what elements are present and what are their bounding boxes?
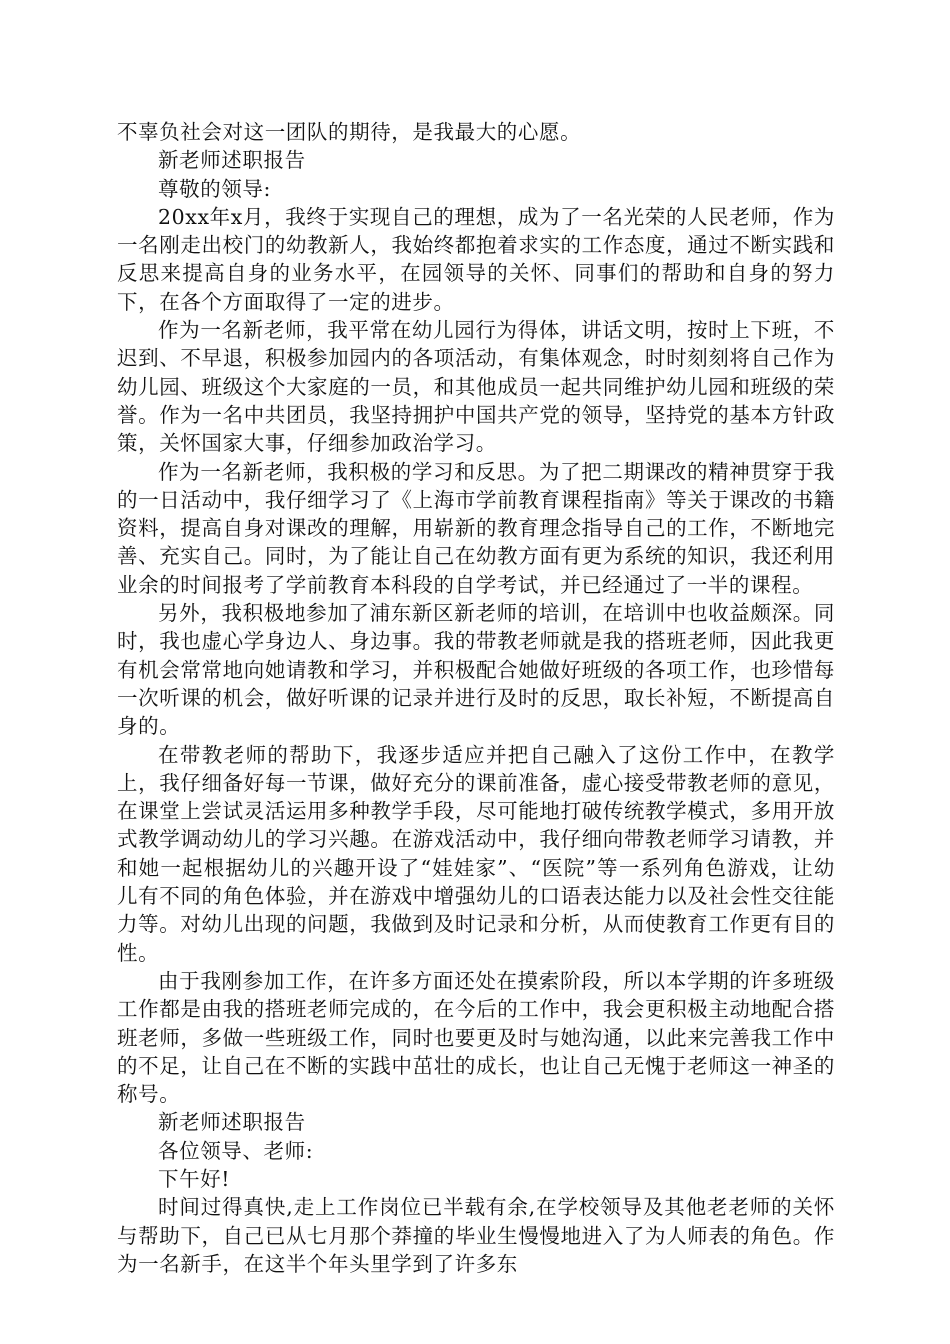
body-paragraph: 作为一名新老师，我积极的学习和反思。为了把二期课改的精神贯穿于我的一日活动中，我仔细学习了《上海市学前教育课程指南》等关于课改的书籍资料，提高自身对课改的理解，用崭新的教育理念指导自己的工作，不断地完善、充实自己。同时，为了能让自己在幼教方面有更为系统的知识，我还利用业余的时间报考了学前教育本科段的自学考试，并已经通过了一半的课程。 bbox=[117, 459, 835, 597]
section-heading: 新老师述职报告 bbox=[158, 1110, 306, 1135]
body-paragraph: 在带教老师的帮助下，我逐步适应并把自己融入了这份工作中，在教学上，我仔细备好每一节课，做好充分的课前准备，虚心接受带教老师的意见，在课堂上尝试灵活运用多种教学手段，尽可能地打破传统教学模式，多用开放式教学调动幼儿的学习兴趣。在游戏活动中，我仔细向带教老师学习请教，并和她一起根据幼儿的兴趣开设了“娃娃家”、“医院”等一系列角色游戏，让幼儿有不同的角色体验，并在游戏中增强幼儿的口语表达能力以及社会性交往能力等。对幼儿出现的问题，我做到及时记录和分析，从而使教育工作更有目的性。 bbox=[117, 742, 835, 965]
body-paragraph: 由于我刚参加工作，在许多方面还处在摸索阶段，所以本学期的许多班级工作都是由我的搭班老师完成的，在今后的工作中，我会更积极主动地配合搭班老师，多做一些班级工作，同时也要更及时与她沟通，以此来完善我工作中的不足，让自己在不断的实践中茁壮的成长，也让自己无愧于老师这一神圣的称号。 bbox=[117, 968, 835, 1107]
salutation: 尊敬的领导: bbox=[158, 176, 272, 201]
document-body bbox=[117, 118, 835, 1278]
section-heading: 新老师述职报告 bbox=[158, 148, 306, 173]
salutation: 各位领导、老师: bbox=[158, 1138, 314, 1163]
body-paragraph: 另外，我积极地参加了浦东新区新老师的培训，在培训中也收益颇深。同时，我也虚心学身边人、身边事。我的带教老师就是我的搭班老师，因此我更有机会常常地向她请教和学习，并积极配合她做好班级的各项工作，也珍惜每一次听课的机会，做好听课的记录并进行及时的反思，取长补短，不断提高自身的。 bbox=[117, 601, 835, 739]
body-paragraph: 作为一名新老师，我平常在幼儿园行为得体，讲话文明，按时上下班，不迟到、不早退，积极参加园内的各项活动，有集体观念，时时刻刻将自己作为幼儿园、班级这个大家庭的一员，和其他成员一起共同维护幼儿园和班级的荣誉。作为一名中共团员，我坚持拥护中国共产党的领导，坚持党的基本方针政策，关怀国家大事，仔细参加政治学习。 bbox=[117, 318, 835, 456]
greeting: 下午好! bbox=[158, 1166, 231, 1191]
body-paragraph: 20xx年x月，我终于实现自己的理想，成为了一名光荣的人民老师，作为一名刚走出校门的幼教新人，我始终都抱着求实的工作态度，通过不断实践和反思来提高自身的业务水平，在园领导的关怀、同事们的帮助和自身的努力下，在各个方面取得了一定的进步。 bbox=[117, 204, 835, 314]
continuation-paragraph: 不辜负社会对这一团队的期待，是我最大的心愿。 bbox=[117, 120, 582, 144]
body-paragraph: 时间过得真快,走上工作岗位已半载有余,在学校领导及其他老老师的关怀与帮助下，自己已从七月那个莽撞的毕业生慢慢地进入了为人师表的角色。作为一名新手，在这半个年头里学到了许多东 bbox=[117, 1195, 835, 1276]
